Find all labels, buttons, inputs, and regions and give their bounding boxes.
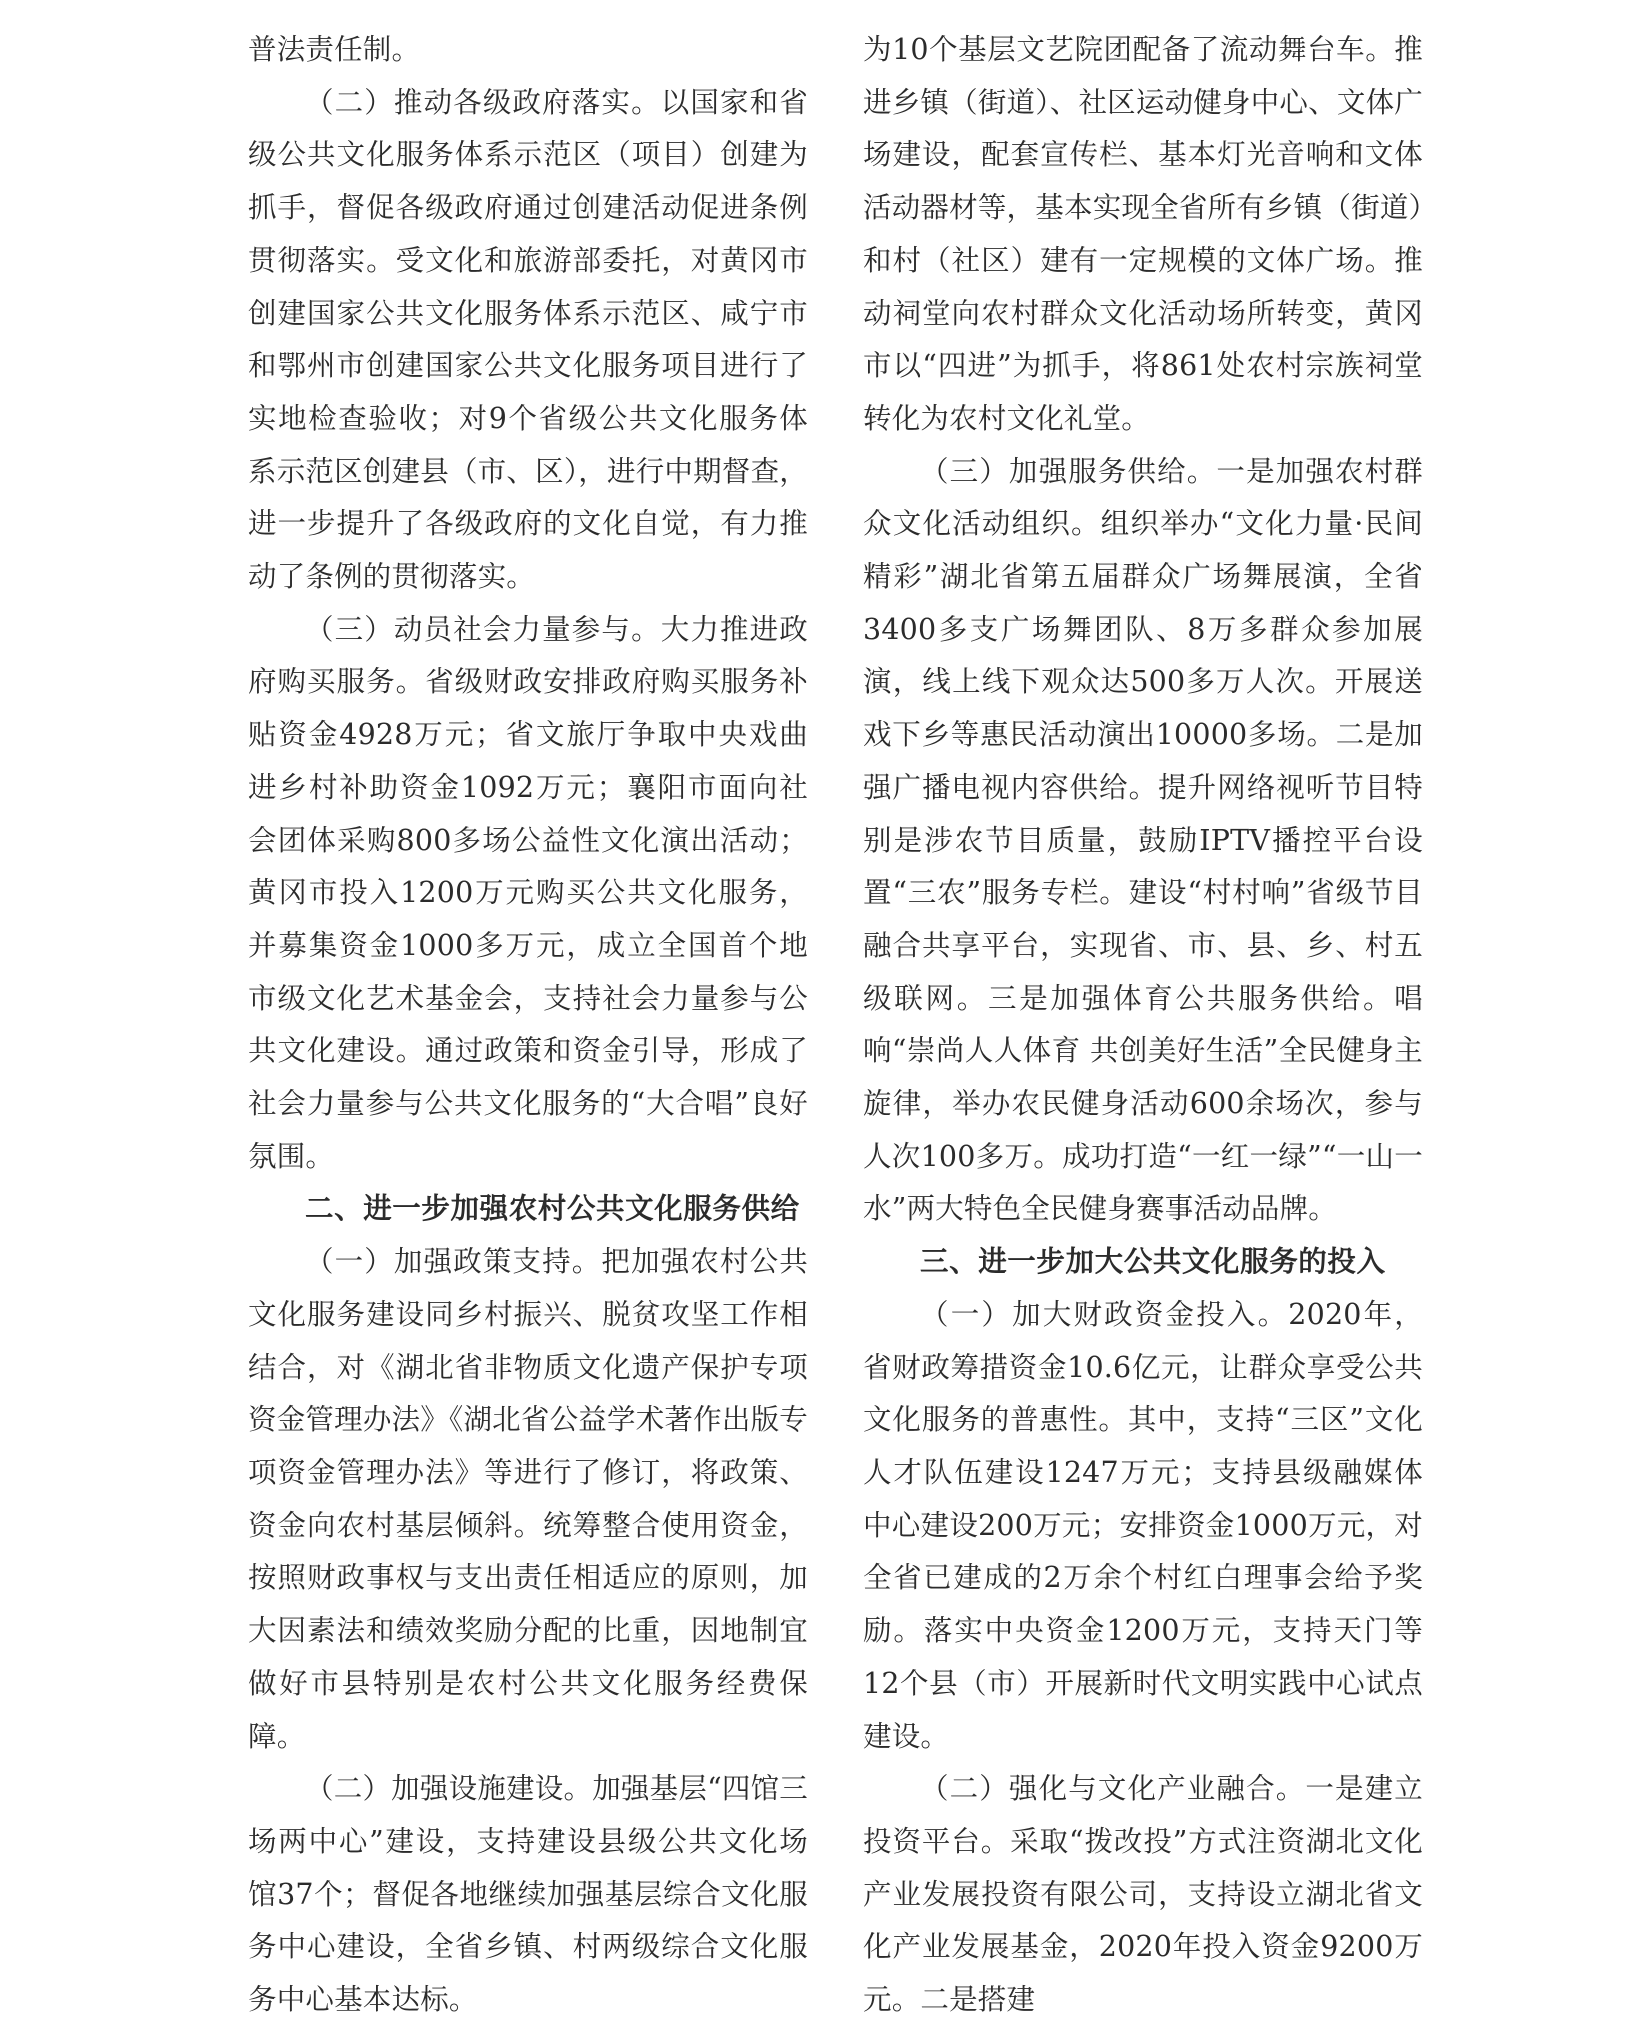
paragraph: （三）动员社会力量参与。大力推进政府购买服务。省级财政安排政府购买服务补贴资金4928万元；省文旅厅争取中央戏曲进乡村补助资金1092万元；襄阳市面向社会团体采购800多场公益性文化演出活动；黄冈市投入1200万元购买公共文化服务，并募集资金1000多万元，成立全国首个地市级文化艺术基金会，支持社会力量参与公共文化建设。通过政策和资金引导，形成了社会力量参与公共文化服务的“大合唱”良好氛围。	[248, 612, 808, 1173]
left-column	[248, 24, 808, 2027]
paragraph: （一）加大财政资金投入。2020年，省财政筹措资金10.6亿元，让群众享受公共文化服务的普惠性。其中，支持“三区”文化人才队伍建设1247万元；支持县级融媒体中心建设200万元；安排资金1000万元，对全省已建成的2万余个村红白理事会给予奖励。落实中央资金1200万元，支持天门等12个县（市）开展新时代文明实践中心试点建设。	[863, 1297, 1423, 1753]
section-heading: 二、进一步加强农村公共文化服务供给	[305, 1192, 800, 1226]
paragraph: （二）强化与文化产业融合。一是建立投资平台。采取“拨改投”方式注资湖北文化产业发展投资有限公司，支持设立湖北省文化产业发展基金，2020年投入资金9200万元。二是搭建	[863, 1772, 1423, 2017]
paragraph: （三）加强服务供给。一是加强农村群众文化活动组织。组织举办“文化力量·民间精彩”湖北省第五届群众广场舞展演，全省3400多支广场舞团队、8万多群众参加展演，线上线下观众达500多万人次。开展送戏下乡等惠民活动演出10000多场。二是加强广播电视内容供给。提升网络视听节目特别是涉农节目质量，鼓励IPTV播控平台设置“三农”服务专栏。建设“村村响”省级节目融合共享平台，实现省、市、县、乡、村五级联网。三是加强体育公共服务供给。唱响“崇尚人人体育 共创美好生活”全民健身主旋律，举办农民健身活动600余场次，参与人次100多万。成功打造“一红一绿”“一山一水”两大特色全民健身赛事活动品牌。	[863, 454, 1423, 1226]
paragraph: （二）加强设施建设。加强基层“四馆三场两中心”建设，支持建设县级公共文化场馆37个；督促各地继续加强基层综合文化服务中心建设，全省乡镇、村两级综合文化服务中心基本达标。	[248, 1772, 808, 2017]
paragraph: 普法责任制。	[248, 33, 421, 66]
paragraph: 为10个基层文艺院团配备了流动舞台车。推进乡镇（街道）、社区运动健身中心、文体广场建设，配套宣传栏、基本灯光音响和文体活动器材等，基本实现全省所有乡镇（街道）和村（社区）建有一定规模的文体广场。推动祠堂向农村群众文化活动场所转变，黄冈市以“四进”为抓手，将861处农村宗族祠堂转化为农村文化礼堂。	[863, 33, 1423, 435]
paragraph: （一）加强政策支持。把加强农村公共文化服务建设同乡村振兴、脱贫攻坚工作相结合，对《湖北省非物质文化遗产保护专项资金管理办法》《湖北省公益学术著作出版专项资金管理办法》等进行了修订，将政策、资金向农村基层倾斜。统筹整合使用资金，按照财政事权与支出责任相适应的原则，加大因素法和绩效奖励分配的比重，因地制宜做好市县特别是农村公共文化服务经费保障。	[248, 1245, 808, 1753]
paragraph: （二）推动各级政府落实。以国家和省级公共文化服务体系示范区（项目）创建为抓手，督促各级政府通过创建活动促进条例贯彻落实。受文化和旅游部委托，对黄冈市创建国家公共文化服务体系示范区、咸宁市和鄂州市创建国家公共文化服务项目进行了实地检查验收；对9个省级公共文化服务体系示范区创建县（市、区），进行中期督查，进一步提升了各级政府的文化自觉，有力推动了条例的贯彻落实。	[248, 85, 808, 594]
right-column	[863, 24, 1423, 2027]
section-heading: 三、进一步加大公共文化服务的投入	[920, 1245, 1386, 1279]
